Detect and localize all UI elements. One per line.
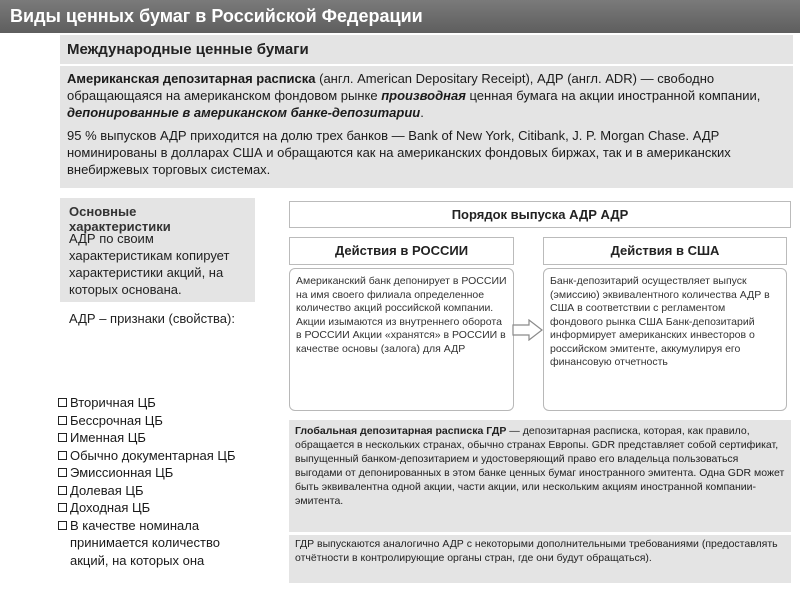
list-item: В качестве номинала принимается количество акций, на которых она — [56, 517, 251, 570]
intro-emphasis-2: депонированные в американском банке-депозитарии — [67, 105, 421, 120]
characteristics-properties-intro: АДР – признаки (свойства): — [69, 311, 235, 326]
gdr-term: Глобальная депозитарная расписка ГДР — [295, 425, 507, 437]
characteristics-title-line-2: характеристики — [69, 219, 171, 234]
list-item: Доходная ЦБ — [56, 499, 251, 517]
intro-text-3: . — [420, 105, 424, 120]
adr-term: Американская депозитарная расписка — [67, 71, 316, 86]
gdr-note-panel — [289, 535, 791, 583]
page-title: Виды ценных бумаг в Российской Федерации — [0, 0, 800, 33]
intro-panel — [60, 66, 793, 188]
intro-paragraph-2: 95 % выпусков АДР приходится на долю трех банков — Bank of New York, Citibank, J. P. Morgan Chase. АДР номинированы в долларах США и обращаются как на американских фондовых биржах, так и в американских внебиржевых торговых системах. — [67, 128, 731, 177]
section-heading: Международные ценные бумаги — [60, 35, 793, 64]
list-item: Обычно документарная ЦБ — [56, 447, 251, 465]
intro-text-1: (англ. American Depositary Receipt), АДР (англ. ADR) — свободно обращающаяся на американском фондовом рынке — [67, 71, 715, 103]
list-item: Бессрочная ЦБ — [56, 412, 251, 430]
russia-actions-box — [289, 268, 514, 411]
gdr-definition-text: — депозитарная расписка, которая, как правило, обращается в нескольких странах, обычно странах Европы. GDR представляет собой сертификат, выпущенный банком-депозитарием и удостоверяющий право его владельца пользоваться выгодами от депонированных в этом банке ценных бумаг иностранного эмитента. Одна GDR может быть эквивалентна одной акции, части акции, или нескольким акциям иностранной компании-эмитента. — [295, 425, 785, 507]
properties-list — [56, 394, 251, 569]
list-item: Эмиссионная ЦБ — [56, 464, 251, 482]
intro-paragraph-1 — [67, 70, 786, 121]
gdr-definition-panel — [289, 420, 791, 532]
usa-actions-header: Действия в США — [543, 237, 787, 265]
characteristics-description: АДР по своим характеристикам копирует характеристики акций, на которых основана. — [69, 231, 230, 297]
russia-actions-text: Американский банк депонирует в РОССИИ на имя своего филиала определенное количество акций российской компании. Акции изымаются из внутреннего оборота в РОССИИ Акции «хранятся» в РОССИИ в качестве основы (залога) для АДР — [296, 275, 507, 355]
right-arrow-icon — [512, 319, 543, 341]
issue-order-header: Порядок выпуска АДР АДР — [289, 201, 791, 228]
gdr-note-text: ГДР выпускаются аналогично АДР с некоторыми дополнительными требованиями (предоставлять отчётности в контролирующие органы стран, где они будут обращаться). — [295, 538, 778, 564]
list-item: Вторичная ЦБ — [56, 394, 251, 412]
usa-actions-box — [543, 268, 787, 411]
russia-actions-header: Действия в РОССИИ — [289, 237, 514, 265]
list-item: Долевая ЦБ — [56, 482, 251, 500]
intro-emphasis-1: производная — [381, 88, 466, 103]
list-item: Именная ЦБ — [56, 429, 251, 447]
usa-actions-text: Банк-депозитарий осуществляет выпуск (эмиссию) эквивалентного количества АДР в США в соответствии с регламентом фондового рынка США Банк-депозитарий информирует американских инвесторов о российском эмитенте, аккумулируя его финансовую отчетность — [550, 275, 770, 368]
intro-text-2: ценная бумага на акции иностранной компании, — [465, 88, 761, 103]
characteristics-title-line-1: Основные — [69, 204, 137, 219]
characteristics-text — [69, 230, 255, 339]
